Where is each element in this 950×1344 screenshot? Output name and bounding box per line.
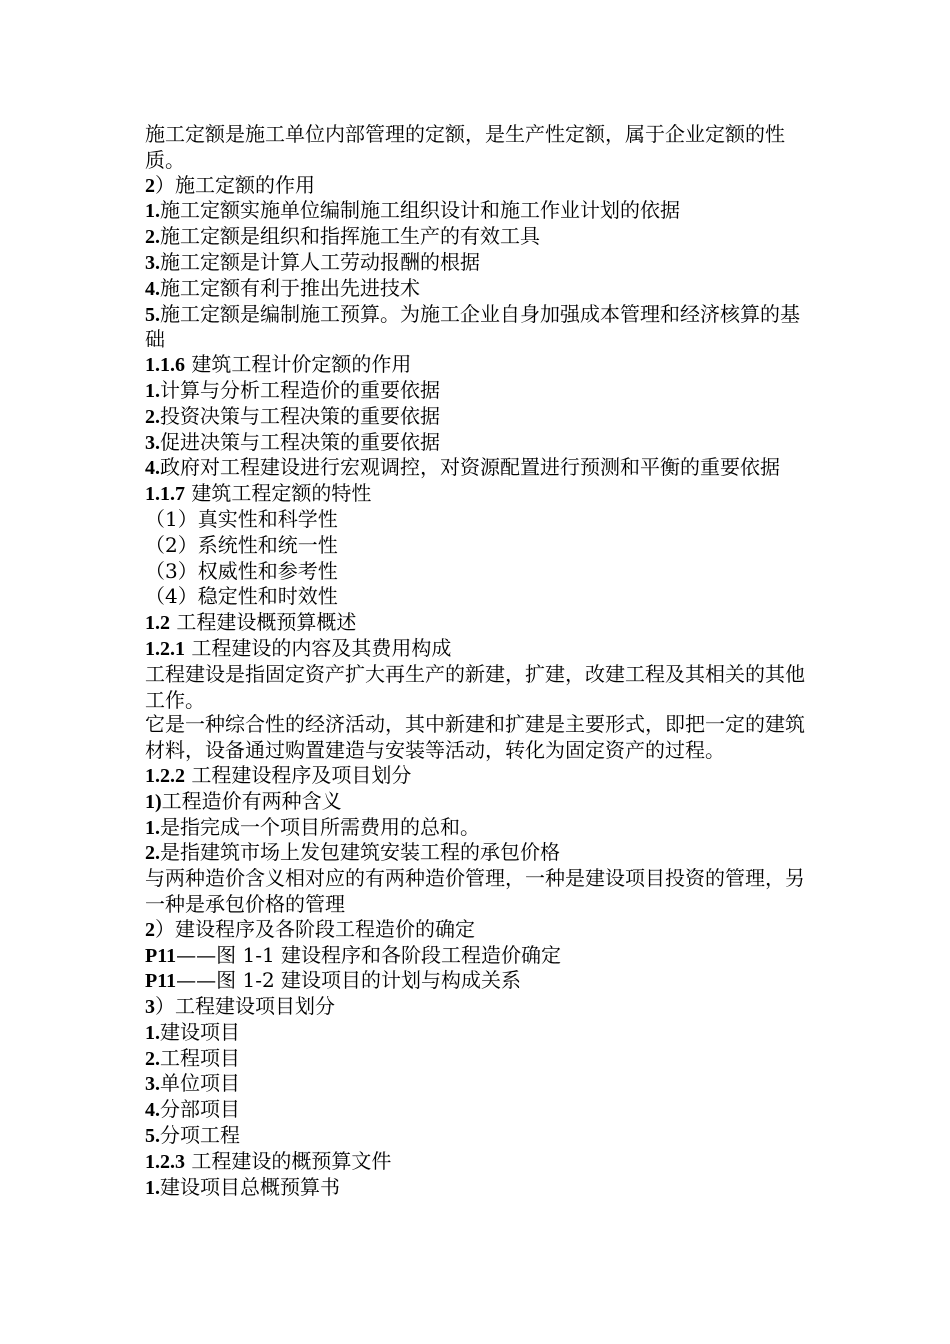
text-line: 1.计算与分析工程造价的重要依据 xyxy=(145,377,440,402)
text-line: （3）权威性和参考性 xyxy=(145,558,338,583)
text-line: 3）工程建设项目划分 xyxy=(145,994,335,1019)
section-heading: 1.2.2 工程建设程序及项目划分 xyxy=(145,762,412,787)
text-line: 4.分部项目 xyxy=(145,1097,240,1122)
text-line: 4.政府对工程建设进行宏观调控，对资源配置进行预测和平衡的重要依据 xyxy=(145,455,780,480)
document-page xyxy=(145,122,810,1200)
text-line: 2.施工定额是组织和指挥施工生产的有效工具 xyxy=(145,224,540,249)
section-heading: 1.2.3 工程建设的概预算文件 xyxy=(145,1148,392,1173)
section-heading: 1.1.6 建筑工程计价定额的作用 xyxy=(145,352,412,377)
text-line: 2）施工定额的作用 xyxy=(145,172,315,197)
text-line: 1.建设项目 xyxy=(145,1019,240,1044)
text-line: 2）建设程序及各阶段工程造价的确定 xyxy=(145,916,475,941)
section-heading: 1.2 工程建设概预算概述 xyxy=(145,610,357,635)
text-line: 3.单位项目 xyxy=(145,1071,240,1096)
text-line: 1.建设项目总概预算书 xyxy=(145,1174,340,1199)
text-line: 工程建设是指固定资产扩大再生产的新建，扩建，改建工程及其相关的其他工作。 xyxy=(145,661,805,712)
text-line: （4）稳定性和时效性 xyxy=(145,584,338,609)
figure-reference: P11——图 1-2 建设项目的计划与构成关系 xyxy=(145,968,522,993)
text-line: 1)工程造价有两种含义 xyxy=(145,788,342,813)
text-line: 它是一种综合性的经济活动，其中新建和扩建是主要形式，即把一定的建筑材料，设备通过购置建造与安装等活动，转化为固定资产的过程。 xyxy=(145,712,805,763)
text-line: 5.施工定额是编制施工预算。为施工企业自身加强成本管理和经济核算的基础 xyxy=(145,301,800,352)
text-line: 3.施工定额是计算人工劳动报酬的根据 xyxy=(145,249,480,274)
text-line: 1.是指完成一个项目所需费用的总和。 xyxy=(145,814,480,839)
text-line: （2）系统性和统一性 xyxy=(145,532,338,557)
text-line: 3.促进决策与工程决策的重要依据 xyxy=(145,429,440,454)
text-line: 施工定额是施工单位内部管理的定额，是生产性定额，属于企业定额的性质。 xyxy=(145,122,785,172)
figure-reference: P11——图 1-1 建设程序和各阶段工程造价确定 xyxy=(145,942,562,967)
text-line: 2.投资决策与工程决策的重要依据 xyxy=(145,403,440,428)
text-line: 2.工程项目 xyxy=(145,1045,240,1070)
section-heading: 1.1.7 建筑工程定额的特性 xyxy=(145,481,372,506)
text-line: 1.施工定额实施单位编制施工组织设计和施工作业计划的依据 xyxy=(145,198,680,223)
text-line: 2.是指建筑市场上发包建筑安装工程的承包价格 xyxy=(145,840,560,865)
text-line: 4.施工定额有利于推出先进技术 xyxy=(145,275,420,300)
text-line: （1）真实性和科学性 xyxy=(145,506,338,531)
text-line: 与两种造价含义相对应的有两种造价管理，一种是建设项目投资的管理，另一种是承包价格的管理 xyxy=(145,866,805,916)
text-line: 5.分项工程 xyxy=(145,1123,240,1148)
section-heading: 1.2.1 工程建设的内容及其费用构成 xyxy=(145,635,452,660)
